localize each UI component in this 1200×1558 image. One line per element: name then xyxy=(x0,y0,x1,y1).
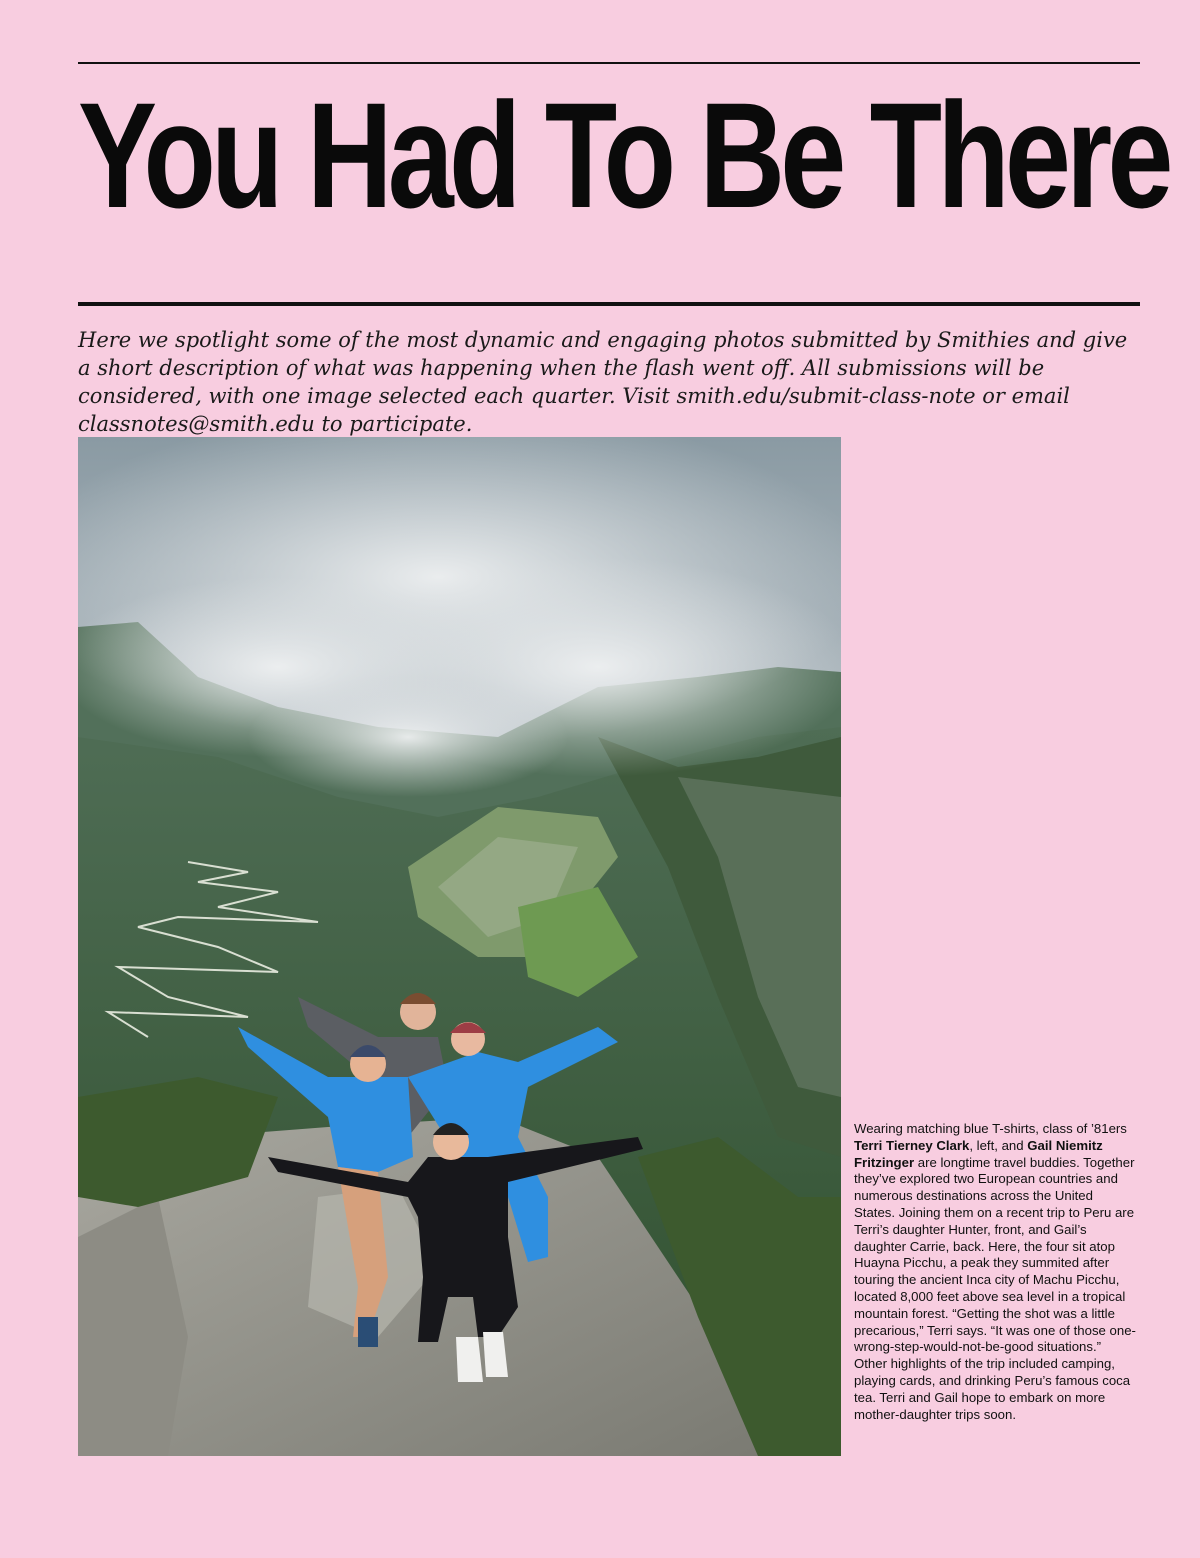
caption-name-gail: Gail Niemitz Fritzinger xyxy=(854,1137,1103,1170)
caption-text-2: , left, and xyxy=(969,1137,1028,1153)
headline-text: You Had To Be There xyxy=(78,71,1169,239)
photo-illustration xyxy=(78,437,841,1456)
caption-text-3: are longtime travel buddies. Together they’ve explored two European countries and numerous destinations across the United States. Joining them on a recent trip to Peru are Terri’s daughter Hunter, front, and Gail’s daughter Carrie, back. Here, the four sit atop Huayna Picchu, a peak they summited after touring the ancient Inca city of Machu Picchu, located 8,000 feet above sea level in a tropical mountain forest. “Getting the shot was a little precarious,” Terri says. “It was one of those one-wrong-step-would-not-be-good situations.” Other highlights of the trip included camping, playing cards, and drinking Peru’s famous coca tea. Terri and Gail hope to embark on more mother-daughter trips soon. xyxy=(854,1154,1136,1422)
photo-caption xyxy=(854,1121,1136,1423)
caption-name-terri: Terri Tierney Clark xyxy=(854,1137,970,1153)
featured-photo xyxy=(78,437,841,1456)
top-rule xyxy=(78,62,1140,64)
page-headline xyxy=(78,70,1169,240)
divider-rule xyxy=(78,302,1140,306)
caption-text-1: Wearing matching blue T-shirts, class of ’81ers xyxy=(854,1121,1127,1136)
intro-paragraph: Here we spotlight some of the most dynamic and engaging photos submitted by Smithies and give a short description of what was happening when the flash went off. All submissions will be considered, with one image selected each quarter. Visit smith.edu/submit-class-note or email classnotes@smith.edu to participate. xyxy=(78,328,1128,436)
